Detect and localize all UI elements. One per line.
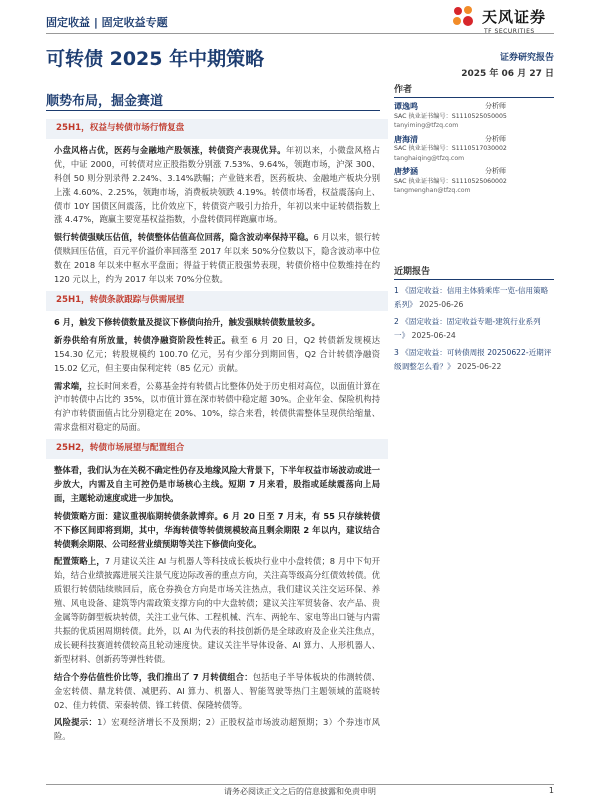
paragraph-lead: 新券供给有所放量，转债净融资阶段性转正。 <box>54 334 231 345</box>
author-card <box>394 102 554 131</box>
recent-report-item[interactable] <box>394 346 554 375</box>
paragraph-body: 1）宏观经济增长不及预期；2）正股权益市场波动超预期；3）个券违市风险。 <box>54 717 380 742</box>
author-name: 唐海清 <box>394 134 418 144</box>
recent-report-title[interactable]: 3 《固定收益：可转债周报 20250622-近期评级调整怎么看？》 <box>394 347 552 371</box>
author-email[interactable]: tanyiming@tfzq.com <box>394 122 459 129</box>
author-role: 分析师 <box>485 102 506 110</box>
page-number: 1 <box>548 786 554 795</box>
paragraph <box>54 231 380 287</box>
section-heading: 25H2，转债市场展望与配置组合 <box>46 439 388 459</box>
author-name: 谭逸鸣 <box>394 102 418 111</box>
paragraph <box>54 380 380 436</box>
footer-divider <box>46 784 554 785</box>
recent-report-item[interactable] <box>394 315 554 344</box>
tf-logo-icon <box>452 5 476 29</box>
recent-report-title[interactable]: 1 《固定收益：信用主体骑乘库一览-信用策略系列》 <box>394 285 549 309</box>
paragraph-lead: 结合个券估值性价比等，我们推出了 7 月转债组合： <box>54 671 253 682</box>
paragraph-lead: 小盘风格占优，医药与金融地产股领涨，转债资产表现优异。 <box>54 144 286 155</box>
logo-text-cn: 天风证券 <box>482 8 547 26</box>
page-title: 可转债 2025 年中期策略 <box>46 48 265 70</box>
author-card <box>394 135 554 164</box>
paragraph-body: 截至 6 月 20 日，Q2 转债新发规模达 154.30 亿元；转股规模约 100.70 亿元，另有少部分到期回售，Q2 合计转债净融资 15.02 亿元，但主要由保利定转（85 亿元）贡献。 <box>54 334 380 373</box>
author-email[interactable]: tanghaiqing@tfzq.com <box>394 154 465 162</box>
section-heading: 25H1，转债条款跟踪与供需展望 <box>46 291 388 311</box>
footer-disclaimer: 请务必阅读正文之后的信息披露和免责申明 <box>224 787 376 796</box>
author-name: 唐梦涵 <box>394 167 418 176</box>
paragraph-lead: 风险提示： <box>54 717 98 728</box>
recent-report-date: 2025-06-22 <box>457 362 502 371</box>
paragraph-body: 拉长时间来看，公募基金持有转债占比整体仍处于历史相对高位，以面值计算在沪市转债中占比约 35%，以市值计算在深市转债中稳定超 30%。企业年金、保险机构持有沪市转债面值占比分别稳定在 20%、10%，综合来看，转债供需整体呈现供给缩量、需求盘相对稳定的局面。 <box>54 380 380 433</box>
paragraph-lead: 配置策略上， <box>54 556 105 567</box>
recent-report-title[interactable]: 2 《固定收益：固定收益专题-建筑行业系列一》 <box>394 316 541 340</box>
author-license: SAC 执业证书编号：S1110525050005 <box>394 112 507 120</box>
report-date: 2025 年 06 月 27 日 <box>461 69 554 79</box>
paragraph-lead: 转债策略方面：建议重视临期转债条款博弈。6 月 20 日至 7 月末，有 55 只存续转债不下修区间即将到期，其中，华海转债等转债规模较高且剩余期限 2 年以内，建议结合转债剩余期限、公司经营业绩预期等关注下修债向变化。 <box>54 510 380 549</box>
paragraph-body: 6 月以来，银行转债赎回压估值，百元平价溢价率回落至 2017 年以来 50%分位数以下，隐含波动率中位数在 2018 年以来中枢水平盘面；得益于转债正股强势表现，转债价格中位数维持在约 120 元以上，约为 2017 年以来 70%分位数。 <box>54 232 380 285</box>
main-content <box>54 116 380 748</box>
page-subtitle: 顺势布局，掘金赛道 <box>46 94 164 109</box>
paragraph <box>54 144 380 227</box>
recent-report-date: 2025-06-26 <box>419 300 464 309</box>
paragraph-lead: 整体看，我们认为在关税不确定性仍存及地缘风险大背景下，下半年权益市场波动或进一步放大，内需及自主可控仍是市场核心主线。短期 7 月来看，股指或延续震荡向上局面，主题轮动速度或进一步加快。 <box>54 465 380 503</box>
author-email[interactable]: tangmenghan@tfzq.com <box>394 187 471 194</box>
header-category: 固定收益 | 固定收益专题 <box>46 16 168 29</box>
paragraph-body: 包括电子半导体板块的伟测转债、金宏转债、鼎龙转债、减肥药、AI 算力、机器人、智能驾驶等热门主题领域的蓝晓转 02、佳力转债、荣泰转债、锋工转债、保隆转债等。 <box>54 671 380 710</box>
report-type: 证券研究报告 <box>499 53 554 63</box>
authors-heading: 作者 <box>394 82 554 98</box>
subtitle-divider <box>46 110 380 111</box>
paragraph <box>54 555 380 666</box>
paragraph <box>54 671 380 713</box>
author-license: SAC 执业证书编号：S1110525060002 <box>394 177 507 185</box>
brand-logo <box>452 2 562 44</box>
paragraph-lead: 需求端， <box>54 380 88 391</box>
recent-reports-heading: 近期报告 <box>394 264 554 280</box>
paragraph-lead: 6 月，触发下修转债数量及提议下修债向抬升，触发强赎转债数量较多。 <box>54 316 320 327</box>
author-role: 分析师 <box>485 134 506 143</box>
paragraph-body: 年初以来，小微盘风格占优，中证 2000，可转债对应正股指数分别涨 7.53%、9.64%，领跑市场，沪深 300、科创 50 则分别录得 2.24%、3.14%跌幅；产业链来看，医药板块、金融地产板块分别上涨 4.60%、2.25%，领跑市场，消费板块领跌 4.19%。转债市场看，权益震荡向上、债市 10Y 国债区间震荡，比价效应下，转债资产吸引力抬升，年初以来中证转债指数上涨 4.47%，跑赢主要宽基权益指数，小盘转债同样跑赢市场。 <box>54 144 380 225</box>
sidebar <box>394 82 554 377</box>
paragraph-body: 7 月建议关注 AI 与机器人等科技成长板块行业中小盘转债；8 月中下旬开始，结合业绩披露进展关注景气度边际改善的重点方向，关注高等级高分红债效转债。优质银行转债陆续赎回后，底仓券换仓方向是市场关注热点，我们建议关注交运环保、养殖、风电设备、建筑等内需政策支撑方向的中大盘转债；建议关注军贸装备、农产品、贵金属等防御型板块转债，关注工业气体、工程机械、汽车、两轮车、家电等出口链与内需共振的优质困周期转债。此外，以 AI 为代表的科技创新仍是全球政府及企业关注焦点，成长硬科技赛道转债较高且轮动速度快。建议关注半导体设备、AI 算力、人形机器人、新型材料、创新药等弹性转债。 <box>54 556 380 664</box>
header-divider <box>46 33 554 34</box>
author-license: SAC 执业证书编号：S1110517030002 <box>394 145 507 152</box>
author-card <box>394 167 554 196</box>
logo-text-en: TF SECURITIES <box>484 28 535 35</box>
paragraph <box>54 716 380 744</box>
paragraph <box>54 316 380 330</box>
paragraph <box>54 510 380 552</box>
paragraph-lead: 银行转债强赎压估值，转债整体估值高位回落，隐含波动率保持平稳。 <box>54 232 314 243</box>
paragraph <box>54 334 380 376</box>
section-heading: 25H1，权益与转债市场行情复盘 <box>46 119 388 139</box>
paragraph <box>54 464 380 506</box>
author-role: 分析师 <box>485 167 506 175</box>
recent-report-item[interactable] <box>394 284 554 313</box>
recent-report-date: 2025-06-24 <box>411 331 456 340</box>
